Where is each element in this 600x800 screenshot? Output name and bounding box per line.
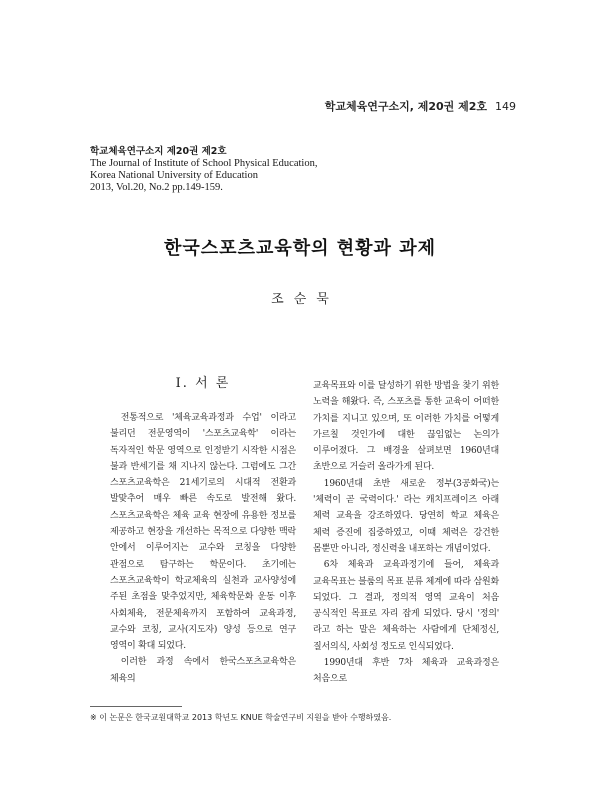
body-paragraph: 6차 체육과 교육과정기에 들어, 체육과 교육목표는 블룸의 목표 분류 체계에 따라 삼원화 되었다. 그 결과, 정의적 영역 교육이 처음 공식적인 목표로 자리 잡게 되었다. 당시 '정의' 라고 하는 말은 체육하는 사람에게 단체정신, 질서의식, 사회성 정도로 인식되었다. (313, 560, 499, 652)
running-header-journal: 학교체육연구소지, 제20권 제2호 (324, 100, 487, 113)
section-heading: Ⅰ. 서 론 (175, 376, 231, 391)
left-column (110, 376, 296, 687)
body-paragraph: 1960년대 초반 새로운 정부(3공화국)는 '체력이 곧 국력이다.' 라는 캐치프레이즈 아래 체력 교육을 강조하였다. 당연히 학교 체육은 체력 증진에 집중하였고, 이때 체력은 강건한 몸뿐만 아니라, 정신력을 내포하는 개념이었다. (313, 478, 499, 554)
journal-info (90, 145, 450, 194)
journal-info-english-line: 2013, Vol.20, No.2 pp.149-159. (90, 182, 223, 193)
author-name: 조순묵 (271, 292, 339, 307)
body-paragraph: 이러한 과정 속에서 한국스포츠교육학은 체육의 (110, 657, 296, 684)
journal-info-english-line: The Journal of Institute of School Physical Education, (90, 158, 318, 169)
footnote: ※ 이 논문은 한국교원대학교 2013 학년도 KNUE 학술연구비 지원을 받아 수행하였음. (90, 713, 392, 722)
body-paragraph: 전통적으로 '체육교육과정과 수업' 이라고 불리던 전문영역이 '스포츠교육학' 이라는 독자적인 학문 영역으로 인정받기 시작한 시점은 불과 반세기를 채 지나지 않는다. 그럼에도 그간 스포츠교육학은 21세기로의 시대적 전환과 발맞추어 매우 빠른 속도로 발전해 왔다. 스포츠교육학은 체육 교육 현장에 유용한 정보를 제공하고 현장을 개선하는 목적으로 다양한 맥락 안에서 이루어지는 교수와 코칭을 다양한 관점으로 탐구하는 학문이다. 초기에는 스포츠교육학이 학교체육의 실천과 교사양성에 주된 초점을 맞추었지만, 체육학문화 운동 이후 사회체육, 전문체육까지 포함하여 교육과정, 교수와 코칭, 교사(지도자) 양성 등으로 연구 영역이 확대 되었다. (110, 413, 296, 652)
footnote-divider (90, 706, 182, 707)
body-paragraph: 1990년대 후반 7차 체육과 교육과정은 처음으로 (313, 658, 499, 685)
paper-title: 한국스포츠교육학의 현황과 과제 (164, 238, 436, 259)
body-paragraph: 교육목표와 이를 달성하기 위한 방법을 찾기 위한 노력을 해왔다. 즉, 스포츠를 통한 교육이 어떠한 가치를 지니고 있으며, 또 이러한 가치를 어떻게 가르칠 것인가에 대한 끊임없는 논의가 이루어졌다. 그 배경을 살펴보면 1960년대 초반으로 거슬러 올라가게 된다. (313, 381, 499, 473)
running-header (325, 98, 516, 114)
journal-info-english-line: Korea National University of Education (90, 170, 258, 181)
right-column (313, 378, 499, 688)
page-number: 149 (495, 100, 516, 113)
journal-info-korean: 학교체육연구소지 제20권 제2호 (90, 146, 227, 157)
